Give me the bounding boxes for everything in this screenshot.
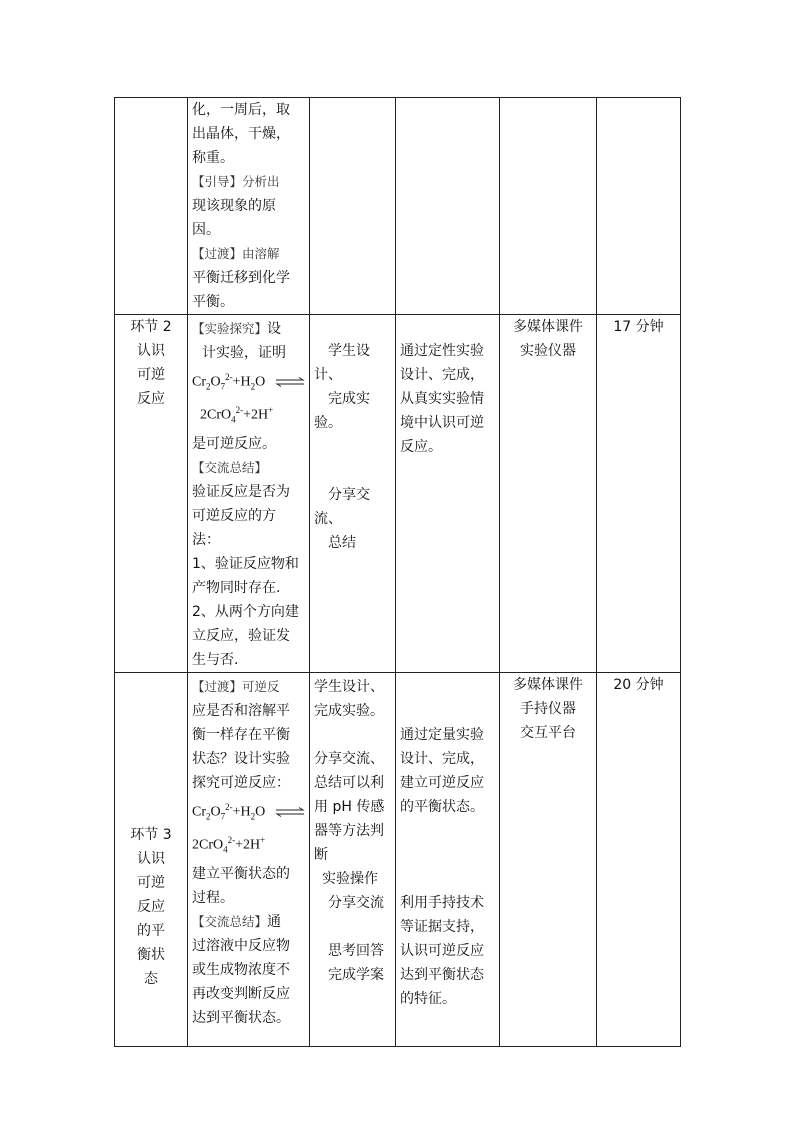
- student-line: 验。: [314, 415, 342, 431]
- stage-line: 环节 2: [130, 319, 172, 335]
- stage-line: 认识: [137, 343, 165, 359]
- experiment-text: 设: [267, 321, 282, 337]
- stage-cell: [115, 672, 188, 1046]
- eq-sub: 2: [250, 811, 256, 822]
- eq-sub: 2: [250, 381, 256, 392]
- eq-sup: 2-: [225, 801, 233, 812]
- stage-line: 环节 3: [130, 826, 172, 843]
- intent-line: 通过定量实验: [400, 726, 484, 743]
- eq-text: +2H: [235, 838, 261, 854]
- process-line: 立反应，验证发: [192, 627, 290, 644]
- process-line: [192, 242, 305, 266]
- stage-line: 可逆: [137, 874, 165, 891]
- equilibrium-arrow-icon: [275, 807, 305, 817]
- eq-text: O: [255, 804, 266, 820]
- summary-text: 通: [267, 913, 282, 930]
- student-cell: [310, 672, 396, 1046]
- eq-text: O: [210, 804, 221, 820]
- intent-cell: [396, 315, 500, 673]
- media-line: 交互平台: [520, 724, 576, 741]
- student-line: 实验操作: [322, 870, 378, 887]
- eq-sub: 4: [231, 414, 236, 425]
- stage-line: 态: [144, 970, 158, 987]
- eq-sup: +: [260, 835, 266, 846]
- process-line: 平衡迁移到化学: [192, 270, 290, 286]
- process-line: 因。: [192, 222, 220, 238]
- eq-sub: 4: [223, 844, 228, 855]
- student-line: 学生设: [328, 343, 370, 359]
- guide-tag: 【引导】: [192, 174, 243, 189]
- eq-text: 2CrO: [192, 838, 224, 854]
- media-line: 实验仪器: [520, 343, 576, 359]
- equation-line: [192, 365, 305, 398]
- process-line: 可逆反应的方: [192, 507, 276, 524]
- student-line: 完成实验。: [314, 702, 384, 719]
- intent-line: 通过定性实验: [400, 343, 484, 359]
- process-line: 达到平衡状态。: [192, 1009, 290, 1026]
- spacer: [400, 819, 495, 843]
- time-cell: [597, 315, 681, 673]
- table-row: [115, 98, 681, 315]
- process-line: 称重。: [192, 150, 234, 166]
- eq-text: Cr: [192, 804, 206, 820]
- transition-text: 可逆反: [242, 678, 280, 694]
- process-line: 应是否和溶解平: [192, 702, 290, 719]
- student-line: 完成实: [328, 391, 370, 407]
- process-line: 探究可逆反应：: [192, 774, 290, 791]
- process-line: 过溶液中反应物: [192, 937, 290, 954]
- student-line: 学生设计、: [314, 678, 384, 695]
- spacer: [314, 915, 391, 939]
- intent-line: 达到平衡状态: [400, 966, 484, 983]
- media-cell: [500, 672, 597, 1046]
- eq-text: 2CrO: [200, 408, 232, 424]
- student-line: 分享交流、: [314, 750, 384, 767]
- student-line: 器等方法判: [314, 822, 384, 839]
- process-cell: [188, 98, 310, 315]
- intent-cell: [396, 98, 500, 315]
- student-cell: [310, 315, 396, 673]
- eq-sup: 2-: [225, 372, 233, 382]
- student-cell: [310, 98, 396, 315]
- stage-line: 反应: [137, 391, 165, 407]
- intent-line: 等证据支持，: [400, 918, 484, 935]
- process-line: 计实验，证明: [202, 345, 286, 361]
- process-line: 法：: [192, 531, 220, 548]
- process-line: 2、从两个方向建: [192, 603, 299, 620]
- process-line: 再改变判断反应: [192, 985, 290, 1002]
- transition-tag: 【过渡】: [192, 246, 243, 261]
- equilibrium-arrow-icon: [275, 377, 305, 387]
- student-line: 总结: [328, 535, 356, 551]
- eq-sup: 2-: [235, 405, 244, 416]
- eq-text: +H: [232, 804, 251, 820]
- eq-sub: 2: [206, 381, 211, 392]
- table-row: [115, 672, 681, 1046]
- process-line: [192, 317, 305, 341]
- process-line: 状态？设计实验: [192, 750, 290, 767]
- equation-line: [192, 398, 305, 431]
- stage-line: 的平: [137, 922, 165, 939]
- stage-line: 认识: [137, 850, 165, 867]
- intent-line: 设计、完成，: [400, 750, 484, 767]
- process-line: 生与否.: [192, 651, 239, 668]
- intent-line: 的平衡状态。: [400, 798, 484, 815]
- process-line: 验证反应是否为: [192, 483, 290, 500]
- intent-line: 设计、完成，: [400, 367, 484, 383]
- spacer: [400, 867, 495, 891]
- student-line: 流、: [314, 511, 342, 527]
- process-line: [192, 170, 305, 194]
- stage-line: 反应: [137, 898, 165, 915]
- lesson-plan-table: [114, 97, 681, 1047]
- time-value: 20 分钟: [613, 676, 664, 693]
- student-line: 计、: [314, 367, 342, 383]
- process-line: [192, 910, 305, 934]
- process-line: 是可逆反应。: [192, 435, 276, 452]
- experiment-tag: 【实验探究】: [192, 321, 268, 336]
- student-line: 思考回答: [328, 942, 384, 959]
- time-value: 17 分钟: [613, 319, 664, 335]
- stage-line: 可逆: [137, 367, 165, 383]
- summary-tag: 【交流总结】: [192, 913, 268, 929]
- guide-text: 分析出: [242, 174, 280, 189]
- intent-cell: [396, 672, 500, 1046]
- intent-line: 利用手持技术: [400, 894, 484, 911]
- media-line: 多媒体课件: [513, 319, 583, 335]
- intent-line: 反应。: [400, 439, 442, 455]
- eq-sup: +: [268, 405, 274, 416]
- eq-sup: 2-: [227, 835, 236, 846]
- eq-text: +2H: [243, 408, 269, 424]
- equation-line: [192, 828, 305, 861]
- media-cell: [500, 315, 597, 673]
- transition-text: 由溶解: [242, 246, 280, 261]
- eq-text: Cr: [192, 374, 206, 390]
- spacer: [314, 435, 391, 459]
- eq-text: O: [255, 374, 266, 390]
- time-cell: [597, 98, 681, 315]
- process-line: [192, 675, 305, 699]
- process-line: 平衡。: [192, 294, 234, 310]
- student-line: 总结可以利: [314, 774, 384, 791]
- intent-line: 境中认识可逆: [400, 415, 484, 431]
- transition-tag: 【过渡】: [192, 678, 243, 694]
- eq-text: O: [210, 374, 221, 390]
- student-line: 分享交流: [328, 894, 384, 911]
- eq-sub: 7: [220, 811, 226, 822]
- stage-cell: [115, 315, 188, 673]
- summary-tag: 【交流总结】: [192, 459, 268, 475]
- intent-line: 从真实实验情: [400, 391, 484, 407]
- process-line: 现该现象的原: [192, 198, 276, 214]
- process-line: 出晶体，干燥，: [192, 126, 290, 142]
- student-line: 用 pH 传感: [314, 798, 385, 815]
- process-line: 衡一样存在平衡: [192, 726, 290, 743]
- eq-sub: 2: [206, 811, 211, 822]
- student-line: 分享交: [328, 487, 370, 503]
- process-line: 或生成物浓度不: [192, 961, 290, 978]
- process-line: 化，一周后，取: [192, 102, 290, 118]
- media-cell: [500, 98, 597, 315]
- spacer: [400, 843, 495, 867]
- process-cell: [188, 672, 310, 1046]
- intent-line: 建立可逆反应: [400, 774, 484, 791]
- intent-line: 认识可逆反应: [400, 942, 484, 959]
- process-line: [192, 456, 305, 480]
- student-line: 断: [314, 846, 328, 863]
- equation-line: [192, 795, 305, 828]
- eq-text: +H: [232, 374, 251, 390]
- table-row: [115, 315, 681, 673]
- spacer: [314, 723, 391, 747]
- media-line: 多媒体课件: [513, 676, 583, 693]
- process-line: 建立平衡状态的: [192, 865, 290, 882]
- intent-line: 的特征。: [400, 990, 456, 1007]
- eq-sub: 7: [220, 381, 226, 392]
- process-line: 过程。: [192, 889, 234, 906]
- process-cell: [188, 315, 310, 673]
- process-line: 1、验证反应物和: [192, 555, 299, 572]
- time-cell: [597, 672, 681, 1046]
- spacer: [314, 459, 391, 483]
- stage-line: 衡状: [137, 946, 165, 963]
- process-line: 产物同时存在.: [192, 579, 281, 596]
- stage-cell: [115, 98, 188, 315]
- student-line: 完成学案: [328, 966, 384, 983]
- media-line: 手持仪器: [520, 700, 576, 717]
